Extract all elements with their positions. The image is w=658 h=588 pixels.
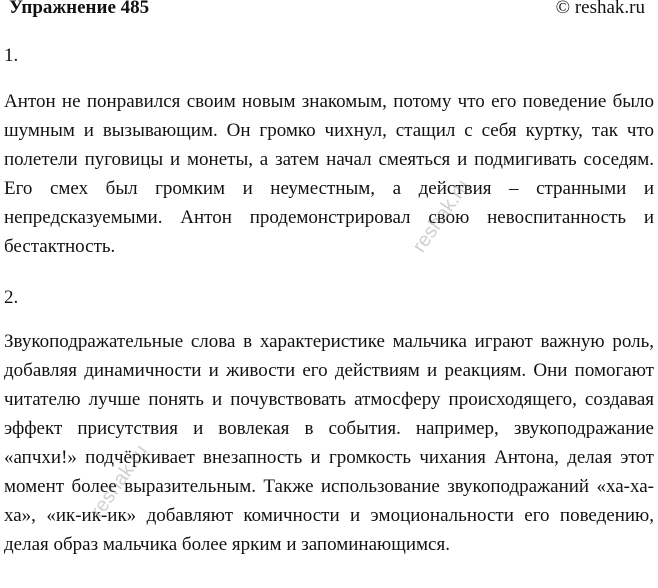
section-2-number: 2.: [4, 287, 19, 308]
page-title: Упражнение 485: [9, 0, 150, 18]
header: [5, 0, 653, 24]
copyright-label: © reshak.ru: [555, 0, 645, 18]
section-1-text: Антон не понравился своим новым знакомым, потому что его поведение было шумным и вызывающим. Он громко чихнул, стащил с себя куртку, так что полетели пуговицы и монеты, а затем начал смеяться и подмигивать соседям. Его смех был громким и неуместным, а действия – странными и непредсказуемыми. Антон продемонстрировал свою невоспитанность и бестактность.: [4, 91, 654, 257]
section-1-number: 1.: [4, 45, 19, 66]
section-2-text: Звукоподражательные слова в характеристике мальчика играют важную роль, добавляя динамичности и живости его действиям и реакциям. Они помогают читателю лучше понять и почувствовать атмосферу происходящего, создавая эффект присутствия и вовлекая в события. например, звукоподражание «апчхи!» подчёркивает внезапность и громкость чихания Антона, делая этот момент более выразительным. Также использование звукоподражаний «ха-ха-ха», «ик-ик-ик» добавляют комичности и эмоциональности его поведению, делая образ мальчика более ярким и запоминающимся.: [4, 331, 654, 555]
watermark: reshak.ru: [86, 440, 153, 522]
watermark: reshak.ru: [408, 175, 475, 257]
